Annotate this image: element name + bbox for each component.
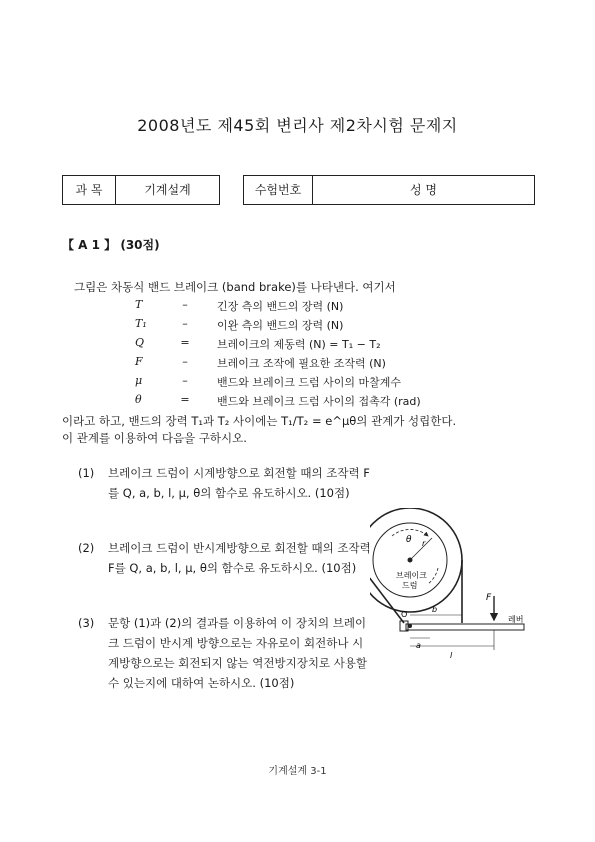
question-heading: 【 A 1 】 (30점) <box>62 238 160 252</box>
symbol: F <box>135 355 143 368</box>
subquestion-number: (3) <box>78 616 95 630</box>
relation-line-2: 이 관계를 이용하여 다음을 구하시오. <box>62 431 247 445</box>
symbol-row <box>135 355 495 371</box>
subquestion-text: 문항 (1)과 (2)의 결과를 이용하여 이 장치의 브레이크 드럼이 반시계 방향으로는 자유로이 회전하나 시계방향으로는 회전되지 않는 역전방지장치로 사용할 수 있는지에 대하여 논하시오. (10점) <box>108 616 368 690</box>
dimension-b-label: b <box>432 605 438 614</box>
force-label: F <box>486 593 492 603</box>
question-intro: 그림은 차동식 밴드 브레이크 (band brake)를 나타낸다. 여기서 <box>74 280 396 294</box>
symbol-operator: = <box>180 393 190 406</box>
subquestion-3 <box>78 613 378 713</box>
subquestion-text: 브레이크 드럼이 시계방향으로 회전할 때의 조작력 F를 Q, a, b, l, μ, θ의 함수로 유도하시오. (10점) <box>108 466 370 500</box>
symbol: μ <box>135 374 143 387</box>
symbol-description: 밴드와 브레이크 드럼 사이의 접촉각 (rad) <box>217 395 421 408</box>
dimension-l-label: l <box>450 651 453 660</box>
symbol: T₁ <box>135 317 147 330</box>
symbol: T <box>135 298 143 311</box>
page-title: 2008년도 제45회 변리사 제2차시험 문제지 <box>137 116 458 135</box>
symbol-row <box>135 298 495 314</box>
symbol-description: 브레이크 조작에 필요한 조작력 (N) <box>217 357 386 370</box>
page-footer: 기계설계 3-1 <box>268 766 327 777</box>
band-brake-figure <box>370 508 540 673</box>
subquestion-1 <box>78 463 378 525</box>
rotation-arrow <box>428 568 438 584</box>
symbol: Q <box>135 336 145 349</box>
pivot-label: O <box>401 610 408 619</box>
subject-value: 기계설계 <box>144 183 191 197</box>
drum-label-line1: 브레이크 <box>396 571 427 580</box>
relation-line-1: 이라고 하고, 밴드의 장력 T₁과 T₂ 사이에는 T₁/T₂ = e^μθ의 관계가 성립한다. <box>62 414 457 428</box>
symbol-row <box>135 317 495 333</box>
radius-line <box>410 538 432 560</box>
subject-label: 과 목 <box>75 183 103 197</box>
exam-info-box <box>243 175 535 205</box>
name-label: 성 명 <box>410 183 437 197</box>
symbol-description: 이완 측의 밴드의 장력 (N) <box>217 319 344 332</box>
subquestion-number: (1) <box>78 466 95 480</box>
symbol-operator: – <box>182 298 188 311</box>
symbol: θ <box>135 393 142 406</box>
subquestion-number: (2) <box>78 541 95 555</box>
symbol-description: 밴드와 브레이크 드럼 사이의 마찰계수 <box>217 376 402 389</box>
subquestion-text: 브레이크 드럼이 반시계방향으로 회전할 때의 조작력 F를 Q, a, b, l, μ, θ의 함수로 유도하시오. (10점) <box>108 541 371 575</box>
pivot-pin <box>408 624 412 628</box>
symbol-row <box>135 374 495 390</box>
exam-number-label: 수험번호 <box>254 183 302 197</box>
relation-text <box>62 413 532 447</box>
subquestion-2 <box>78 538 378 600</box>
theta-label: θ <box>406 535 412 545</box>
drum-label-line2: 드럼 <box>402 581 418 590</box>
symbol-row <box>135 336 495 352</box>
lever <box>406 624 524 630</box>
lever-label: 레버 <box>508 615 524 624</box>
dimension-a-label: a <box>416 641 421 650</box>
radius-label: r <box>422 539 426 548</box>
symbol-operator: = <box>180 336 190 349</box>
subject-box <box>62 175 220 205</box>
symbol-operator: – <box>182 317 188 330</box>
symbol-row <box>135 393 495 409</box>
symbol-operator: – <box>182 374 188 387</box>
symbol-description: 긴장 측의 밴드의 장력 (N) <box>217 300 344 313</box>
symbol-operator: – <box>182 355 188 368</box>
symbol-description: 브레이크의 제동력 (N) = T₁ − T₂ <box>217 338 381 351</box>
